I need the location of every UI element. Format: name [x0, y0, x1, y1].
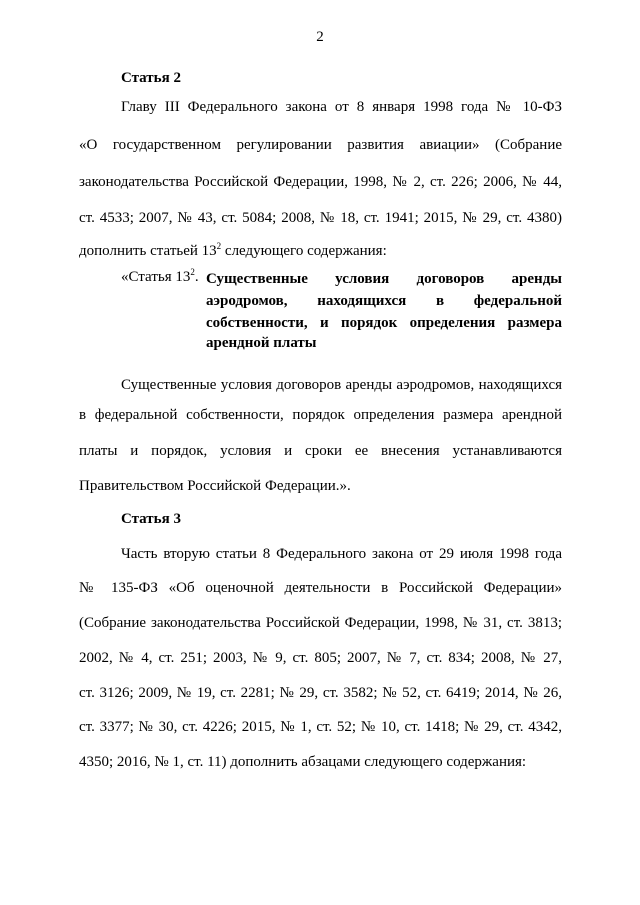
text-line: Существенные условия договоров аренды аэродромов, находящихся: [121, 377, 562, 393]
text-line: № 135-ФЗ «Об оценочной деятельности в Российской Федерации»: [79, 580, 562, 596]
text-fragment: следующего содержания:: [221, 243, 387, 259]
text-line: ст. 3377; № 30, ст. 4226; 2015, № 1, ст. 52; № 10, ст. 1418; № 29, ст. 4342,: [79, 719, 562, 735]
text-line: в федеральной собственности, порядок определения размера арендной: [79, 407, 562, 423]
superscript: 2: [216, 241, 222, 251]
article-2-heading: Статья 2: [121, 70, 181, 86]
title-line: собственности, и порядок определения размера: [206, 315, 562, 331]
text-line: Часть вторую статьи 8 Федерального закона от 29 июля 1998 года: [121, 546, 562, 562]
text-line: ст. 3126; 2009, № 19, ст. 2281; № 29, ст. 3582; № 52, ст. 6419; 2014, № 26,: [79, 685, 562, 701]
text-fragment: .: [194, 269, 199, 285]
text-fragment: дополнить статьей 13: [79, 243, 217, 259]
text-line: (Собрание законодательства Российской Федерации, 1998, № 31, ст. 3813;: [79, 615, 562, 631]
new-article-label: [121, 267, 199, 287]
text-line: ст. 4533; 2007, № 43, ст. 5084; 2008, № 18, ст. 1941; 2015, № 29, ст. 4380): [79, 210, 562, 226]
text-line: 2002, № 4, ст. 251; 2003, № 9, ст. 805; 2007, № 7, ст. 834; 2008, № 27,: [79, 650, 562, 666]
title-line: Существенные условия договоров аренды: [206, 271, 562, 287]
text-line: платы и порядок, условия и сроки ее внесения устанавливаются: [79, 443, 562, 459]
article-3-heading: Статья 3: [121, 511, 181, 527]
text-line: законодательства Российской Федерации, 1998, № 2, ст. 226; 2006, № 44,: [79, 174, 562, 190]
superscript: 2: [190, 267, 195, 277]
text-line: 4350; 2016, № 1, ст. 11) дополнить абзацами следующего содержания:: [79, 754, 527, 770]
text-line: [79, 241, 387, 261]
text-line: «О государственном регулировании развития авиации» (Собрание: [79, 137, 562, 153]
page-number: 2: [316, 29, 324, 45]
text-line: Правительством Российской Федерации.».: [79, 478, 351, 494]
text-fragment: «Статья 13: [121, 269, 191, 285]
title-line: арендной платы: [206, 335, 317, 351]
title-line: аэродромов, находящихся в федеральной: [206, 293, 562, 309]
text-line: Главу III Федерального закона от 8 января 1998 года № 10-ФЗ: [121, 99, 562, 115]
